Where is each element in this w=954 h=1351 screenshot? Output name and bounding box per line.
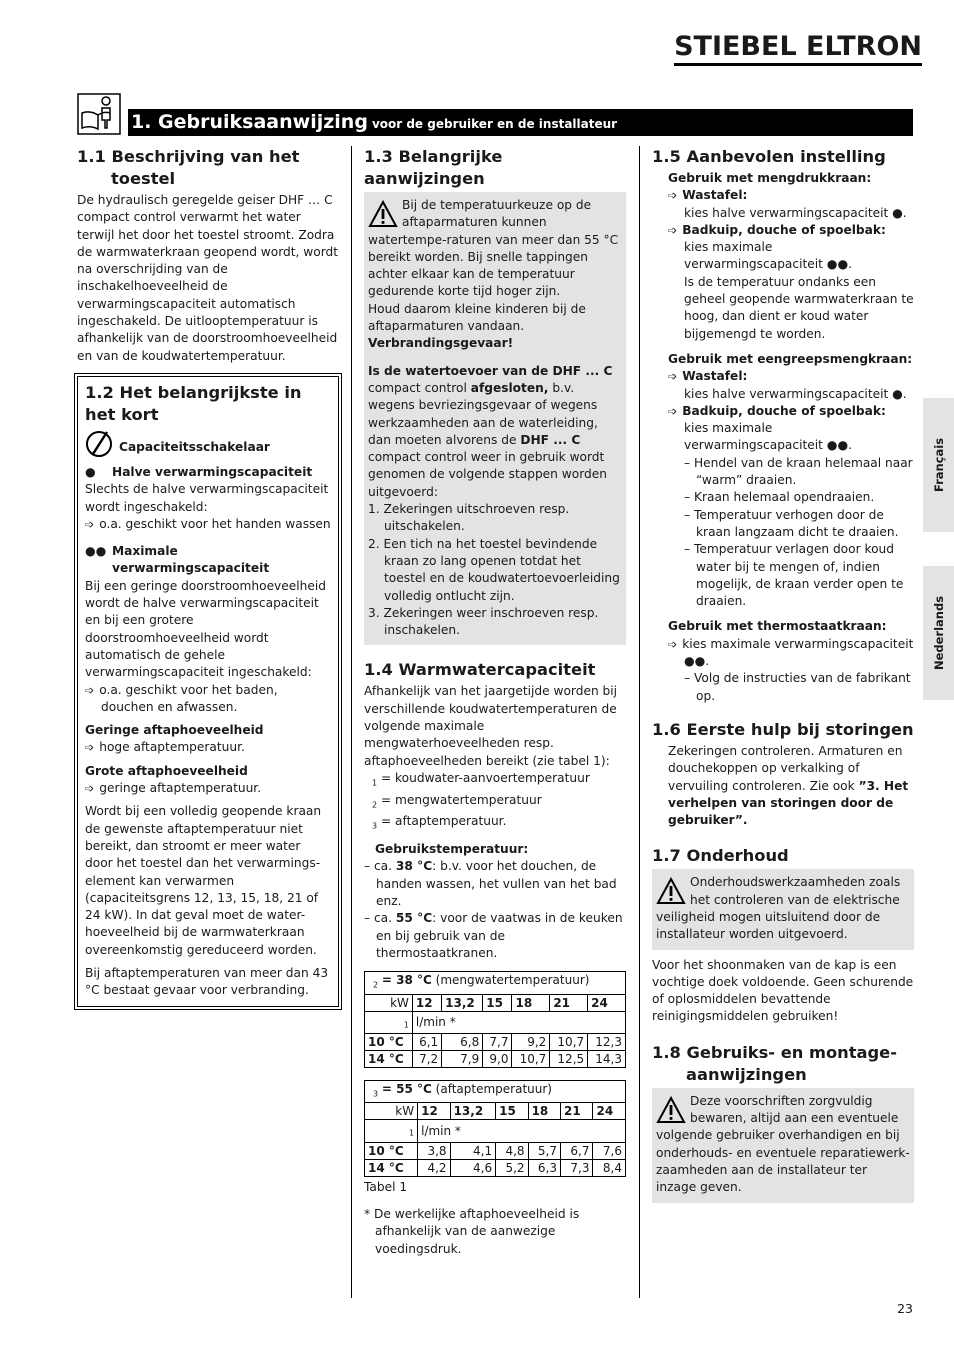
- usage-item: ➩ Wastafel:: [668, 368, 914, 385]
- half-capacity-arrow: ➩ o.a. geschikt voor het handen wassen: [85, 516, 331, 533]
- cleaning-text: Voor het shoonmaken van de kap is een vochtige doek voldoende. Geen schurende of oplosmiddelen bevattende reinigingsmiddelen gebruiken!: [652, 957, 914, 1024]
- open-tap-text: Wordt bij een volledig geopende kraan de gewenste aftaptemperatuur niet bereikt, dan stroomt er meer water door het toestel dan het verwarmings-element kan verwarmen (capaciteitsgrens 12, 13, 15, 18, 21 of 24 kW). In dat geval moet de water-hoeveelheid bij de warmwaterkraan overeenkomstig gereduceerd worden.: [85, 804, 322, 957]
- switch-label: Capaciteitsschakelaar: [119, 439, 270, 454]
- warning-icon: [656, 1096, 686, 1124]
- heading-1-8: 1.8 Gebruiks- en montage- aanwijzingen: [652, 1042, 897, 1084]
- capacity-table-55: $_3$ = 55 °C (aftaptemperatuur) kW 12 13,2 15 18 21 24 $_1$ l/min * 10 °C 3,8 4,1 4,8 5,7 6,7 7,6 14 °C 4,2 4,6 5,2 6,3 7,3 8,4: [364, 1080, 626, 1177]
- step-item: 2. Een tich na het toestel bevindende kraan zo lang openen totdat het toestel en de koudwatertoevoerleiding volledig ontlucht zijn.: [368, 536, 620, 603]
- legend-item: $_3$ = aftaptemperatuur.: [372, 814, 507, 831]
- heading-1-7: 1.7 Onderhoud: [652, 846, 789, 866]
- column-2: [364, 146, 626, 1258]
- capacity-table-38: $_2$ = 38 °C (mengwatertemperatuur) kW 12 13,2 15 18 21 24 $_1$ l/min * 10 °C 6,1 6,8 7,7 9,2 10,7 12,3 14 °C 7,2 7,9 9,0 10,7 12,5 14,3: [364, 971, 626, 1068]
- important-notes-box: [364, 192, 626, 645]
- warning-text: Houd daarom kleine kinderen bij de aftaparmaturen vandaan.: [368, 301, 586, 334]
- use-temp-title: Gebruikstemperatuur:: [375, 842, 529, 857]
- footnote: * De werkelijke aftaphoeveelheid is: [364, 1207, 580, 1222]
- step-item: 3. Zekeringen weer inschroeven resp. inschakelen.: [368, 605, 599, 638]
- heading-1-3: 1.3 Belangrijke aanwijzingen: [364, 147, 503, 188]
- usage-note: Is de temperatuur ondanks een geheel geopende warmwaterkraan te hoog, dan dient er koud water bijgemengd te worden.: [684, 274, 914, 341]
- max-capacity-arrow: ➩ o.a. geschikt voor het baden, douchen en afwassen.: [85, 682, 331, 717]
- warning-icon: [368, 200, 398, 228]
- half-capacity-text: Slechts de halve verwarmingscapaciteit wordt ingeschakeld:: [85, 482, 329, 514]
- section-title: 1. Gebruiksaanwijzing: [131, 111, 368, 133]
- switch-symbol-icon: [85, 430, 113, 458]
- use-temp-item: – ca. 55 °C: voor de vaatwas in de keuken en bij gebruik van de thermostaatkranen.: [364, 911, 623, 960]
- column-1: [77, 146, 339, 1007]
- dash-item: – Temperatuur verhogen door de kraan langzaam dicht te draaien.: [684, 507, 899, 539]
- table-caption: Tabel 1: [364, 1179, 408, 1194]
- book-reader-icon: [77, 93, 121, 135]
- scald-warning-text: Bij aftaptemperaturen van meer dan 43 °C bestaat gevaar voor verbranding.: [85, 965, 329, 998]
- maintenance-warning-box: [652, 869, 914, 949]
- dash-item: – Volg de instructies van de fabrikant op.: [684, 671, 911, 703]
- high-flow-title: Grote aftaphoeveelheid: [85, 763, 248, 778]
- setting-text: kies maximale verwarmingscapaciteit ●●.: [684, 240, 852, 272]
- language-tab-french[interactable]: Français: [923, 398, 954, 532]
- capacity-text: Afhankelijk van het jaargetijde worden bij verschillende koudwatertemperaturen de volgende maximale mengwaterhoeveelheden resp. aftaphoeveelheden bereikt (zie tabel 1):: [364, 684, 618, 768]
- setting-text: kies halve verwarmingscapaciteit ●.: [684, 205, 907, 220]
- footnote: afhankelijk van de aanwezige voedingsdruk.: [375, 1224, 556, 1256]
- dash-item: – Temperatuur verlagen door koud water bij te mengen of, indien mogelijk, de kraan verder open te draaien.: [684, 542, 904, 609]
- summary-box: [77, 376, 339, 1007]
- usage-item: ➩ Badkuip, douche of spoelbak:: [668, 222, 914, 239]
- heading-1-6: 1.6 Eerste hulp bij storingen: [652, 719, 914, 739]
- setting-text: ➩ kies maximale verwarmingscapaciteit ●●.: [668, 636, 914, 671]
- page-number: 23: [897, 1301, 913, 1316]
- heading-1-5: 1.5 Aanbevolen instelling: [652, 147, 886, 166]
- frost-text: Is de watertoevoer van de DHF ... C compact control afgesloten, b.v. wegens bevriezingsgevaar of wegens werkzaamheden aan de waterleiding, dan moeten alvorens de DHF ... C compact control weer in gebruik wordt genomen de volgende stappen worden uitgevoerd:: [368, 363, 613, 499]
- section-header-bar: [128, 109, 913, 136]
- low-flow-title: Geringe aftaphoeveelheid: [85, 723, 264, 738]
- usage-group-title: Gebruik met eengreepsmengkraan:: [668, 351, 913, 366]
- setting-text: kies maximale verwarmingscapaciteit ●●.: [684, 421, 852, 453]
- column-divider: [639, 146, 640, 1298]
- low-flow-arrow: ➩ hoge aftaptemperatuur.: [85, 739, 331, 756]
- warning-text: Bij de temperatuurkeuze op de aftaparmaturen kunnen watertempe-raturen van meer dan 55 °C bereikt worden. Bij snelle tappingen achter elkaar kan de temperatuur gedurende korte tijd hoger zijn.: [368, 198, 619, 299]
- language-tab-dutch[interactable]: Nederlands: [923, 566, 954, 700]
- half-capacity-title: ● Halve verwarmingscapaciteit: [85, 464, 313, 479]
- description-text: De hydraulisch geregelde geiser DHF … C compact control verwarmt het water terwijl het door het toestel stroomt. Zodra de warmwaterkraan geopend wordt, wordt na overschrijding van de inschakelhoeveelheid de verwarmingscapaciteit automatisch ingeschakeld. De uitlooptemperatuur is afhankelijk van de doorstroomhoeveelheid en van de koudwatertemperatuur.: [77, 193, 339, 363]
- warning-text: Deze voorschriften zorgvuldig bewaren, altijd aan een eventuele volgende gebruiker overhandigen en bij onderhouds- en eventuele reparatiewerk-zaamheden aan de installateur ter inzage geven.: [656, 1093, 910, 1195]
- usage-group-title: Gebruik met thermostaatkraan:: [668, 619, 887, 634]
- max-capacity-title: ●● Maximale verwarmingscapaciteit: [85, 544, 270, 576]
- usage-item: ➩ Badkuip, douche of spoelbak:: [668, 403, 914, 420]
- setting-text: kies halve verwarmingscapaciteit ●.: [684, 386, 907, 401]
- section-subtitle: voor de gebruiker en de installateur: [371, 117, 618, 131]
- warning-text: Onderhoudswerkzaamheden zoals het controleren van de elektrische veiligheid mogen uitsluitend door de installateur worden uitgevoerd.: [656, 875, 901, 942]
- high-flow-arrow: ➩ geringe aftaptemperatuur.: [85, 780, 331, 797]
- warning-icon: [656, 877, 686, 905]
- usage-group-title: Gebruik met mengdrukkraan:: [668, 171, 872, 185]
- column-divider: [351, 146, 352, 1298]
- dash-item: – Hendel van de kraan helemaal naar “warm” draaien.: [684, 455, 913, 488]
- brand-logo: STIEBEL ELTRON: [674, 32, 922, 66]
- heading-1-4: 1.4 Warmwatercapaciteit: [364, 660, 596, 680]
- usage-item: ➩ Wastafel:: [668, 187, 914, 204]
- max-capacity-text: Bij een geringe doorstroomhoeveelheid wordt de halve verwarmingscapaciteit en bij een grotere doorstroomhoeveelheid wordt automatisch de gehele verwarmingscapaciteit ingeschakeld:: [85, 578, 327, 680]
- dash-item: – Kraan helemaal opendraaien.: [684, 490, 875, 505]
- use-temp-item: – ca. 38 °C: b.v. voor het douchen, de handen wassen, het vullen van het bad enz.: [364, 859, 617, 908]
- heading-1-2: 1.2 Het belangrijkste in het kort: [85, 382, 302, 424]
- column-3: [652, 146, 914, 1203]
- instructions-warning-box: [652, 1088, 914, 1203]
- troubleshoot-text: Zekeringen controleren. Armaturen en douchekoppen op verkalking of vervuiling controleren. Zie ook ”3. Het verhelpen van storingen door de gebruiker”.: [668, 743, 909, 828]
- legend-item: $_1$ = koudwater-aanvoertemperatuur: [372, 770, 590, 788]
- step-item: 1. Zekeringen uitschroeven resp. uitschakelen.: [368, 502, 570, 534]
- legend-item: $_2$ = mengwatertemperatuur: [372, 792, 542, 810]
- heading-1-1: 1.1 Beschrijving van het toestel: [77, 147, 300, 188]
- warning-emphasis: Verbrandingsgevaar!: [368, 336, 514, 351]
